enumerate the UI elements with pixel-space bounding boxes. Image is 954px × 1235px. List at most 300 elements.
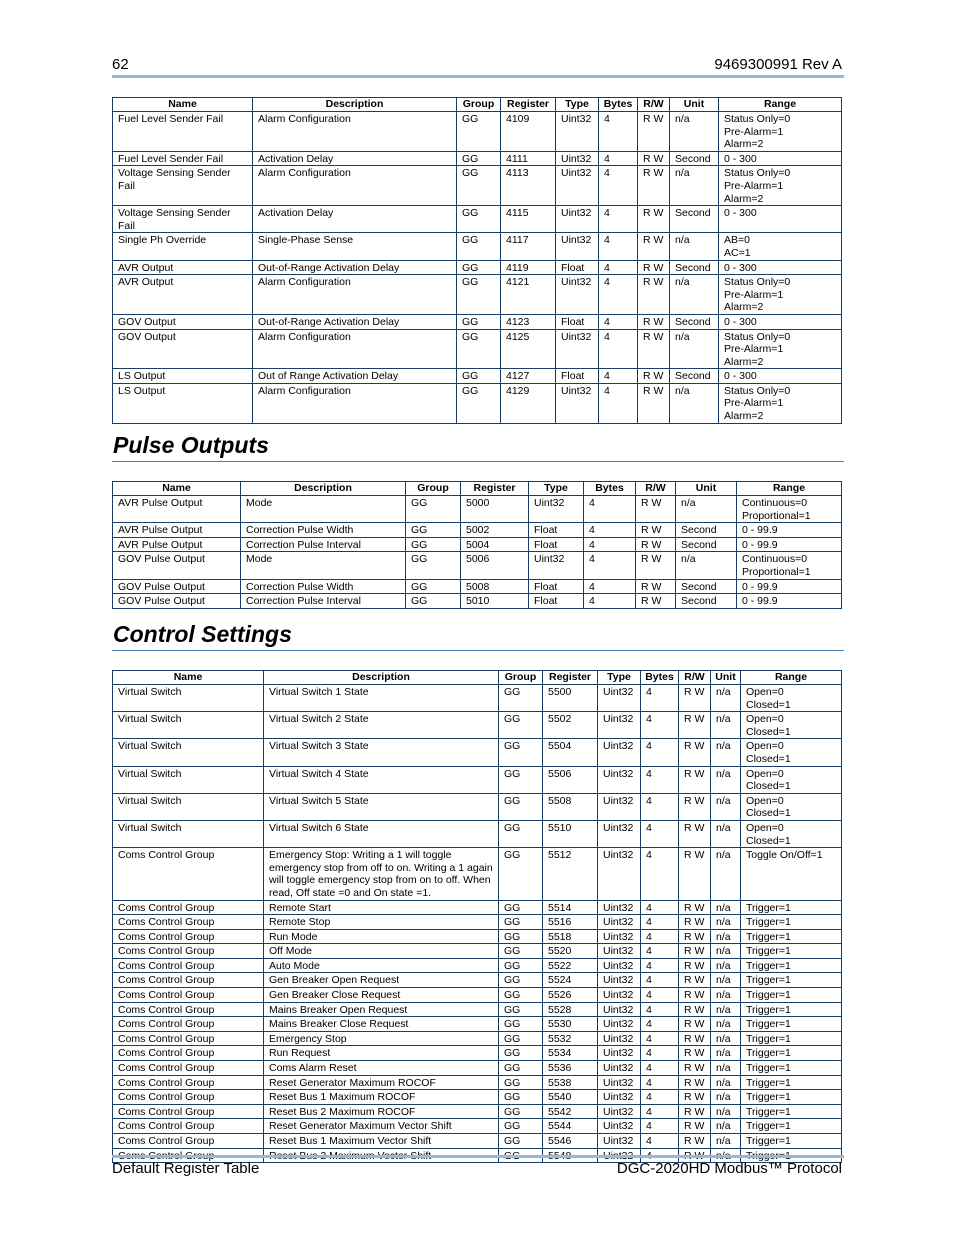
cell-name: Virtual Switch xyxy=(113,766,264,793)
cell-type: Uint32 xyxy=(598,1119,641,1134)
cell-range xyxy=(719,112,842,152)
cell-rw: R W xyxy=(638,260,670,275)
range-line: 0 - 300 xyxy=(724,370,757,383)
cell-rw: R W xyxy=(679,1075,711,1090)
cell-unit: Second xyxy=(670,314,719,329)
cell-name: Coms Control Group xyxy=(113,1119,264,1134)
table-row xyxy=(113,579,842,594)
cell-rw: R W xyxy=(679,929,711,944)
cell-type: Float xyxy=(556,260,599,275)
table-row xyxy=(113,496,842,523)
cell-unit: n/a xyxy=(711,1134,741,1149)
cell-group: GG xyxy=(499,988,543,1003)
cell-name: GOV Output xyxy=(113,314,253,329)
cell-rw: R W xyxy=(638,233,670,260)
document-number: 9469300991 Rev A xyxy=(714,56,842,73)
cell-name: Coms Control Group xyxy=(113,929,264,944)
cell-group: GG xyxy=(499,1046,543,1061)
cell-rw: R W xyxy=(679,1002,711,1017)
cell-description: Remote Start xyxy=(264,900,499,915)
cell-group: GG xyxy=(457,233,501,260)
cell-range xyxy=(741,793,842,820)
cell-group: GG xyxy=(499,712,543,739)
column-header-unit: Unit xyxy=(711,671,741,685)
header-rule xyxy=(112,75,844,78)
cell-unit: n/a xyxy=(711,1104,741,1119)
cell-description: Mains Breaker Open Request xyxy=(264,1002,499,1017)
cell-description: Single-Phase Sense xyxy=(253,233,457,260)
cell-unit: n/a xyxy=(711,915,741,930)
cell-rw: R W xyxy=(679,1148,711,1163)
cell-type: Uint32 xyxy=(556,329,599,369)
cell-register: 5548 xyxy=(543,1148,598,1163)
table-row xyxy=(113,988,842,1003)
cell-description: Virtual Switch 1 State xyxy=(264,685,499,712)
cell-rw: R W xyxy=(636,496,676,523)
cell-description: Virtual Switch 5 State xyxy=(264,793,499,820)
cell-group: GG xyxy=(499,739,543,766)
range-line: Trigger=1 xyxy=(746,1149,791,1162)
page-number: 62 xyxy=(112,56,129,73)
cell-rw: R W xyxy=(679,1090,711,1105)
table-row xyxy=(113,1090,842,1105)
cell-description: Coms Alarm Reset xyxy=(264,1061,499,1076)
cell-unit: n/a xyxy=(670,166,719,206)
cell-register: 5514 xyxy=(543,900,598,915)
range-line: Trigger=1 xyxy=(746,1047,791,1060)
cell-register: 4111 xyxy=(501,151,556,166)
cell-description: Gen Breaker Close Request xyxy=(264,988,499,1003)
column-header-range: Range xyxy=(719,98,842,112)
range-line: Trigger=1 xyxy=(746,1105,791,1118)
cell-description: Alarm Configuration xyxy=(253,275,457,315)
cell-name: Coms Control Group xyxy=(113,988,264,1003)
cell-name: Coms Control Group xyxy=(113,958,264,973)
cell-rw: R W xyxy=(679,1046,711,1061)
range-line: Alarm=2 xyxy=(724,410,764,423)
cell-unit: Second xyxy=(670,260,719,275)
cell-group: GG xyxy=(457,329,501,369)
cell-register: 4117 xyxy=(501,233,556,260)
range-line: Alarm=2 xyxy=(724,138,764,151)
cell-range xyxy=(737,552,842,579)
cell-unit: n/a xyxy=(670,329,719,369)
range-line: 0 - 300 xyxy=(724,315,757,328)
pulse-outputs-table xyxy=(112,481,842,609)
cell-unit: n/a xyxy=(676,552,737,579)
cell-unit: n/a xyxy=(711,900,741,915)
cell-bytes: 4 xyxy=(584,552,636,579)
table-row xyxy=(113,900,842,915)
cell-unit: Second xyxy=(676,594,737,609)
cell-range xyxy=(719,329,842,369)
cell-name: Coms Control Group xyxy=(113,915,264,930)
cell-name: AVR Pulse Output xyxy=(113,523,241,538)
cell-rw: R W xyxy=(679,958,711,973)
cell-type: Uint32 xyxy=(598,1002,641,1017)
cell-name: Virtual Switch xyxy=(113,712,264,739)
range-line: Trigger=1 xyxy=(746,1062,791,1075)
table-row xyxy=(113,329,842,369)
cell-range xyxy=(719,383,842,423)
table-row xyxy=(113,1061,842,1076)
cell-range xyxy=(719,233,842,260)
table-row xyxy=(113,1031,842,1046)
cell-group: GG xyxy=(457,314,501,329)
column-header-description: Description xyxy=(264,671,499,685)
cell-unit: n/a xyxy=(711,766,741,793)
column-header-rw: R/W xyxy=(679,671,711,685)
cell-type: Uint32 xyxy=(529,552,584,579)
cell-rw: R W xyxy=(638,314,670,329)
range-line: Closed=1 xyxy=(746,780,791,793)
cell-group: GG xyxy=(457,112,501,152)
cell-register: 5524 xyxy=(543,973,598,988)
cell-range xyxy=(741,848,842,900)
cell-rw: R W xyxy=(638,112,670,152)
cell-bytes: 4 xyxy=(641,848,679,900)
cell-register: 5528 xyxy=(543,1002,598,1017)
cell-rw: R W xyxy=(636,594,676,609)
table-row xyxy=(113,552,842,579)
cell-unit: Second xyxy=(676,523,737,538)
cell-range xyxy=(741,685,842,712)
cell-unit: n/a xyxy=(711,944,741,959)
cell-register: 4115 xyxy=(501,206,556,233)
cell-bytes: 4 xyxy=(599,314,638,329)
cell-type: Uint32 xyxy=(556,275,599,315)
cell-rw: R W xyxy=(638,329,670,369)
range-line: Pre-Alarm=1 xyxy=(724,288,784,301)
cell-group: GG xyxy=(499,766,543,793)
cell-bytes: 4 xyxy=(584,579,636,594)
cell-register: 4109 xyxy=(501,112,556,152)
cell-description: Auto Mode xyxy=(264,958,499,973)
cell-range xyxy=(741,973,842,988)
cell-bytes: 4 xyxy=(599,383,638,423)
cell-rw: R W xyxy=(636,523,676,538)
cell-unit: n/a xyxy=(711,712,741,739)
cell-range xyxy=(737,523,842,538)
cell-register: 4119 xyxy=(501,260,556,275)
table-row xyxy=(113,206,842,233)
cell-type: Uint32 xyxy=(598,1148,641,1163)
cell-group: GG xyxy=(499,1104,543,1119)
range-line: Closed=1 xyxy=(746,725,791,738)
cell-group: GG xyxy=(406,523,461,538)
cell-type: Uint32 xyxy=(598,1075,641,1090)
cell-description: Remote Stop xyxy=(264,915,499,930)
cell-type: Uint32 xyxy=(598,712,641,739)
table-row xyxy=(113,369,842,384)
cell-bytes: 4 xyxy=(584,523,636,538)
range-line: Pre-Alarm=1 xyxy=(724,397,784,410)
cell-type: Uint32 xyxy=(598,820,641,847)
column-header-group: Group xyxy=(499,671,543,685)
cell-description: Mode xyxy=(241,496,406,523)
cell-type: Uint32 xyxy=(598,900,641,915)
cell-bytes: 4 xyxy=(599,112,638,152)
table-row xyxy=(113,739,842,766)
table-row xyxy=(113,973,842,988)
column-header-register: Register xyxy=(501,98,556,112)
range-line: Open=0 xyxy=(746,740,784,753)
cell-name: Coms Control Group xyxy=(113,1031,264,1046)
range-line: Proportional=1 xyxy=(742,565,811,578)
cell-type: Uint32 xyxy=(598,973,641,988)
cell-bytes: 4 xyxy=(641,929,679,944)
column-header-bytes: Bytes xyxy=(641,671,679,685)
cell-type: Uint32 xyxy=(598,739,641,766)
cell-description: Correction Pulse Interval xyxy=(241,594,406,609)
cell-type: Uint32 xyxy=(598,848,641,900)
cell-bytes: 4 xyxy=(641,1017,679,1032)
cell-bytes: 4 xyxy=(641,1119,679,1134)
range-line: Trigger=1 xyxy=(746,959,791,972)
cell-unit: n/a xyxy=(711,1119,741,1134)
range-line: Trigger=1 xyxy=(746,945,791,958)
cell-name: AVR Pulse Output xyxy=(113,496,241,523)
cell-type: Uint32 xyxy=(598,1046,641,1061)
cell-group: GG xyxy=(499,793,543,820)
cell-type: Uint32 xyxy=(598,1031,641,1046)
cell-range xyxy=(741,929,842,944)
cell-range xyxy=(741,988,842,1003)
cell-rw: R W xyxy=(679,712,711,739)
cell-bytes: 4 xyxy=(641,1031,679,1046)
footer-section-name: Default Register Table xyxy=(112,1160,260,1177)
cell-rw: R W xyxy=(679,739,711,766)
cell-description: Out-of-Range Activation Delay xyxy=(253,260,457,275)
range-line: Trigger=1 xyxy=(746,901,791,914)
cell-register: 5008 xyxy=(461,579,529,594)
cell-type: Uint32 xyxy=(598,915,641,930)
cell-description: Activation Delay xyxy=(253,206,457,233)
cell-description: Reset Bus 2 Maximum ROCOF xyxy=(264,1104,499,1119)
cell-description: Correction Pulse Interval xyxy=(241,537,406,552)
cell-description: Alarm Configuration xyxy=(253,112,457,152)
footer-document-title: DGC-2020HD Modbus™ Protocol xyxy=(616,1160,842,1177)
cell-group: GG xyxy=(499,1075,543,1090)
cell-register: 5000 xyxy=(461,496,529,523)
cell-bytes: 4 xyxy=(599,260,638,275)
cell-description: Out-of-Range Activation Delay xyxy=(253,314,457,329)
cell-register: 5526 xyxy=(543,988,598,1003)
range-line: 0 - 300 xyxy=(724,152,757,165)
cell-name: Virtual Switch xyxy=(113,685,264,712)
cell-rw: R W xyxy=(679,915,711,930)
cell-name: Coms Control Group xyxy=(113,1046,264,1061)
cell-bytes: 4 xyxy=(584,496,636,523)
column-header-rw: R/W xyxy=(638,98,670,112)
cell-group: GG xyxy=(499,944,543,959)
table-row xyxy=(113,1046,842,1061)
range-line: 0 - 99.9 xyxy=(742,580,778,593)
table-row xyxy=(113,958,842,973)
range-line: Open=0 xyxy=(746,794,784,807)
table-row xyxy=(113,112,842,152)
range-line: 0 - 99.9 xyxy=(742,524,778,537)
cell-bytes: 4 xyxy=(641,1134,679,1149)
cell-bytes: 4 xyxy=(599,233,638,260)
cell-type: Float xyxy=(529,594,584,609)
table-row xyxy=(113,915,842,930)
cell-bytes: 4 xyxy=(599,329,638,369)
cell-register: 4123 xyxy=(501,314,556,329)
cell-register: 5502 xyxy=(543,712,598,739)
cell-name: Coms Control Group xyxy=(113,1090,264,1105)
cell-rw: R W xyxy=(679,1061,711,1076)
cell-unit: n/a xyxy=(670,383,719,423)
cell-name: Coms Control Group xyxy=(113,848,264,900)
cell-description: Activation Delay xyxy=(253,151,457,166)
cell-bytes: 4 xyxy=(641,973,679,988)
cell-bytes: 4 xyxy=(641,820,679,847)
range-line: 0 - 300 xyxy=(724,261,757,274)
cell-range xyxy=(741,944,842,959)
table-row xyxy=(113,820,842,847)
table-row xyxy=(113,685,842,712)
page-header xyxy=(112,54,842,76)
table-row xyxy=(113,1017,842,1032)
control-settings-table xyxy=(112,670,842,1163)
column-header-register: Register xyxy=(461,482,529,496)
column-header-name: Name xyxy=(113,482,241,496)
cell-bytes: 4 xyxy=(641,685,679,712)
cell-group: GG xyxy=(499,973,543,988)
cell-register: 5512 xyxy=(543,848,598,900)
table-row xyxy=(113,1119,842,1134)
range-line: Continuous=0 xyxy=(742,553,808,566)
cell-register: 5500 xyxy=(543,685,598,712)
column-header-type: Type xyxy=(598,671,641,685)
cell-range xyxy=(719,206,842,233)
table-row xyxy=(113,260,842,275)
cell-rw: R W xyxy=(679,1031,711,1046)
cell-register: 4127 xyxy=(501,369,556,384)
cell-type: Uint32 xyxy=(556,151,599,166)
cell-rw: R W xyxy=(636,537,676,552)
range-line: 0 - 300 xyxy=(724,207,757,220)
cell-rw: R W xyxy=(679,848,711,900)
cell-register: 5532 xyxy=(543,1031,598,1046)
cell-bytes: 4 xyxy=(641,1148,679,1163)
range-line: Open=0 xyxy=(746,767,784,780)
table-row xyxy=(113,314,842,329)
cell-range xyxy=(741,1104,842,1119)
cell-name: GOV Pulse Output xyxy=(113,594,241,609)
cell-rw: R W xyxy=(679,1119,711,1134)
cell-group: GG xyxy=(457,369,501,384)
cell-description: Virtual Switch 6 State xyxy=(264,820,499,847)
cell-register: 5506 xyxy=(543,766,598,793)
cell-register: 5534 xyxy=(543,1046,598,1061)
cell-description: Mains Breaker Close Request xyxy=(264,1017,499,1032)
cell-name: Virtual Switch xyxy=(113,820,264,847)
cell-group: GG xyxy=(499,1031,543,1046)
cell-group: GG xyxy=(406,594,461,609)
cell-type: Uint32 xyxy=(598,793,641,820)
cell-rw: R W xyxy=(679,1104,711,1119)
cell-unit: n/a xyxy=(711,958,741,973)
cell-rw: R W xyxy=(679,1017,711,1032)
column-header-type: Type xyxy=(556,98,599,112)
table-header-row xyxy=(113,671,842,685)
cell-name: Coms Control Group xyxy=(113,900,264,915)
cell-rw: R W xyxy=(638,166,670,206)
range-line: AC=1 xyxy=(724,246,751,259)
cell-name: Voltage Sensing Sender Fail xyxy=(113,166,253,206)
cell-type: Uint32 xyxy=(598,1017,641,1032)
cell-range xyxy=(741,712,842,739)
table-row xyxy=(113,1002,842,1017)
cell-type: Uint32 xyxy=(598,1090,641,1105)
table-row xyxy=(113,383,842,423)
cell-type: Uint32 xyxy=(556,383,599,423)
cell-register: 5510 xyxy=(543,820,598,847)
range-line: Trigger=1 xyxy=(746,930,791,943)
cell-unit: n/a xyxy=(670,233,719,260)
cell-description: Off Mode xyxy=(264,944,499,959)
cell-range xyxy=(719,369,842,384)
cell-bytes: 4 xyxy=(641,944,679,959)
cell-unit: n/a xyxy=(711,739,741,766)
range-line: Closed=1 xyxy=(746,698,791,711)
cell-range xyxy=(741,1134,842,1149)
table-row xyxy=(113,712,842,739)
cell-name: LS Output xyxy=(113,383,253,423)
section-rule xyxy=(112,461,844,462)
cell-group: GG xyxy=(457,206,501,233)
cell-name: AVR Pulse Output xyxy=(113,537,241,552)
table-row xyxy=(113,1104,842,1119)
cell-name: Single Ph Override xyxy=(113,233,253,260)
cell-type: Uint32 xyxy=(529,496,584,523)
range-line: Pre-Alarm=1 xyxy=(724,343,784,356)
cell-range xyxy=(741,1046,842,1061)
cell-name: Fuel Level Sender Fail xyxy=(113,151,253,166)
cell-unit: n/a xyxy=(711,1031,741,1046)
cell-rw: R W xyxy=(638,383,670,423)
cell-register: 4121 xyxy=(501,275,556,315)
cell-description: Reset Generator Maximum ROCOF xyxy=(264,1075,499,1090)
cell-group: GG xyxy=(457,166,501,206)
cell-group: GG xyxy=(457,260,501,275)
column-header-name: Name xyxy=(113,98,253,112)
cell-group: GG xyxy=(499,958,543,973)
range-line: Trigger=1 xyxy=(746,1091,791,1104)
cell-name: Virtual Switch xyxy=(113,739,264,766)
cell-description: Reset Bus 1 Maximum Vector Shift xyxy=(264,1134,499,1149)
range-line: Continuous=0 xyxy=(742,497,808,509)
table-row xyxy=(113,233,842,260)
cell-bytes: 4 xyxy=(641,1090,679,1105)
cell-description: Alarm Configuration xyxy=(253,329,457,369)
column-header-register: Register xyxy=(543,671,598,685)
cell-type: Uint32 xyxy=(598,766,641,793)
cell-rw: R W xyxy=(638,151,670,166)
cell-bytes: 4 xyxy=(641,900,679,915)
range-line: Closed=1 xyxy=(746,834,791,847)
cell-register: 5516 xyxy=(543,915,598,930)
column-header-range: Range xyxy=(737,482,842,496)
range-line: Trigger=1 xyxy=(746,1120,791,1133)
cell-name: Coms Control Group xyxy=(113,944,264,959)
cell-register: 4129 xyxy=(501,383,556,423)
cell-group: GG xyxy=(499,915,543,930)
cell-name: Fuel Level Sender Fail xyxy=(113,112,253,152)
cell-name: GOV Pulse Output xyxy=(113,552,241,579)
